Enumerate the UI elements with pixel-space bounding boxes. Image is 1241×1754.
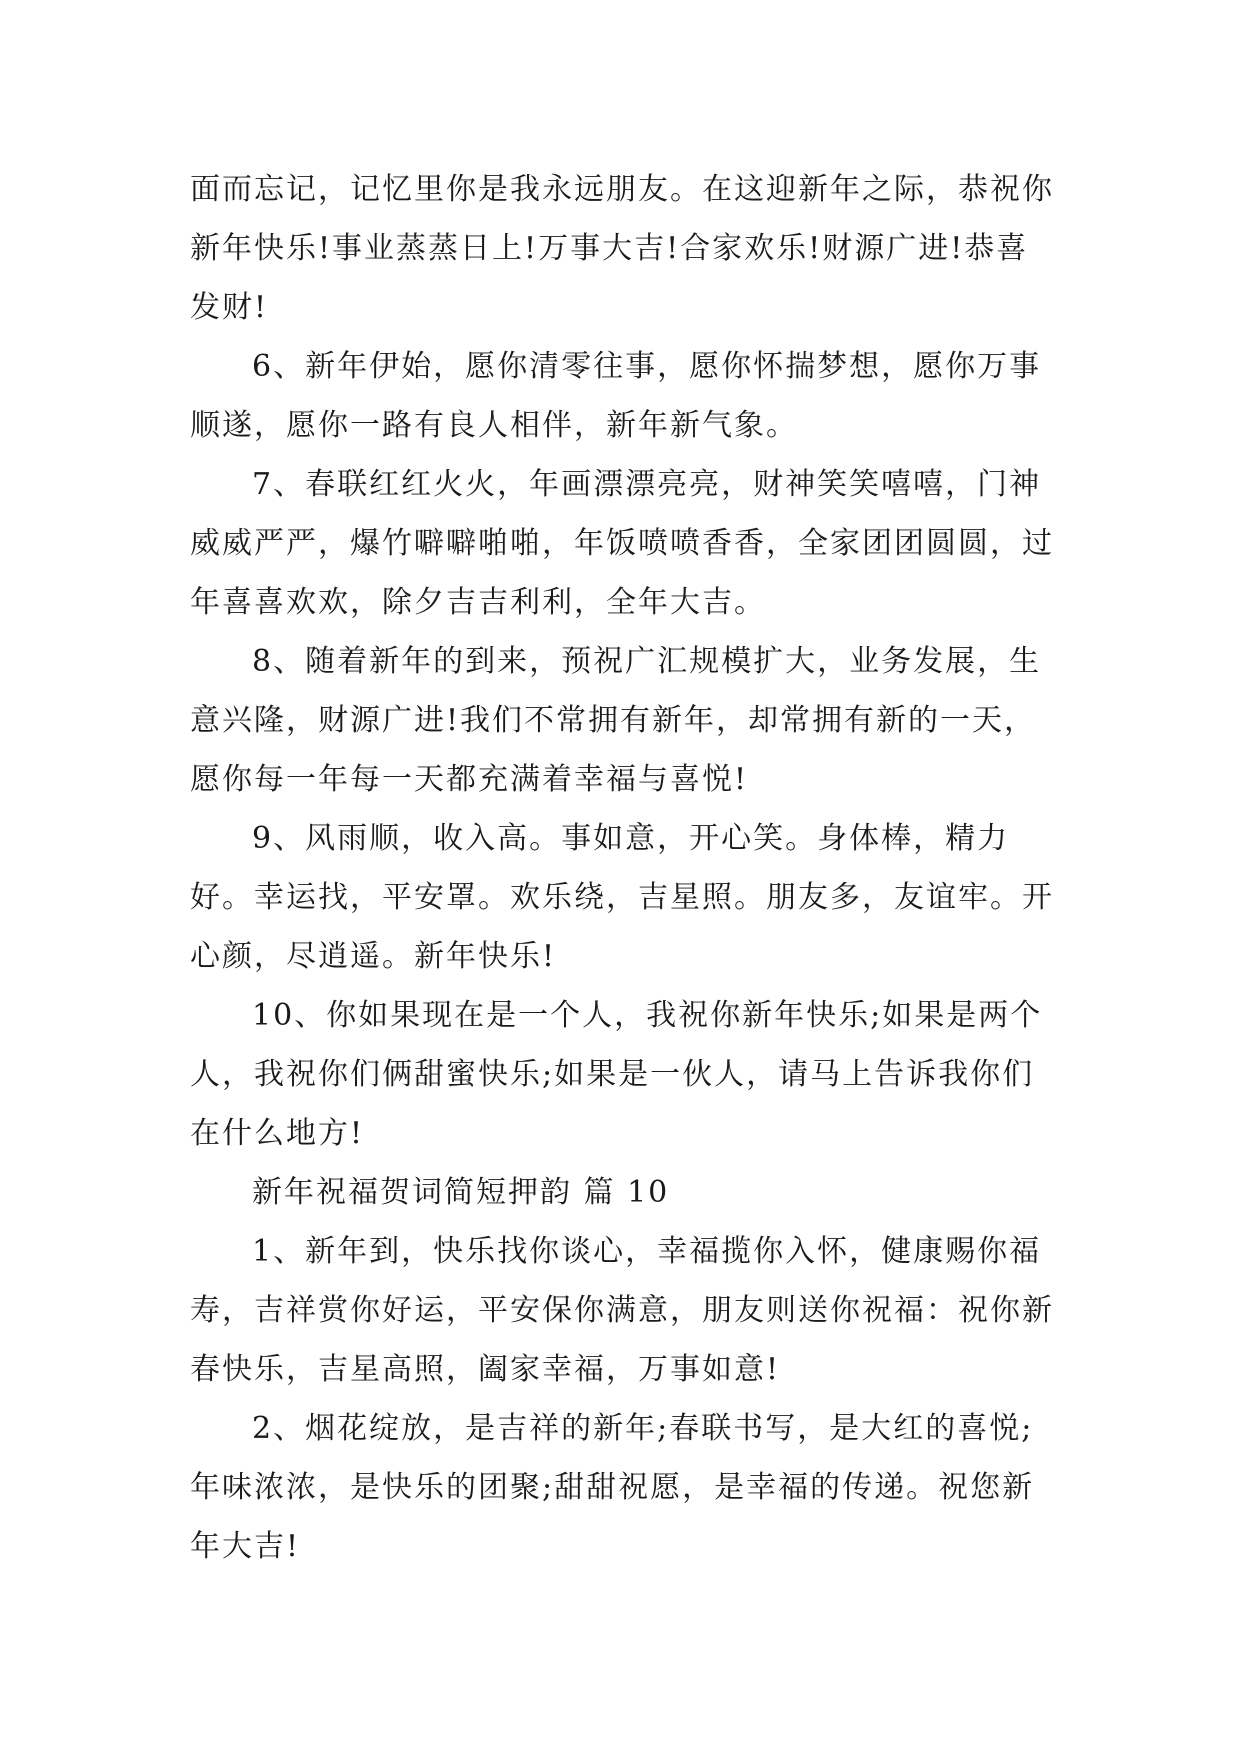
paragraph-item-8: 8、随着新年的到来，预祝广汇规模扩大，业务发展，生意兴隆，财源广进!我们不常拥有新年，却常拥有新的一天，愿你每一年每一天都充满着幸福与喜悦! <box>190 644 1042 797</box>
paragraph-continuation: 面而忘记，记忆里你是我永远朋友。在这迎新年之际，恭祝你新年快乐!事业蒸蒸日上!万事大吉!合家欢乐!财源广进!恭喜发财! <box>190 172 1054 325</box>
paragraph-item-7: 7、春联红红火火，年画漂漂亮亮，财神笑笑嘻嘻，门神威威严严，爆竹噼噼啪啪，年饭喷喷香香，全家团团圆圆，过年喜喜欢欢，除夕吉吉利利，全年大吉。 <box>190 467 1054 620</box>
document-body <box>190 160 1060 1576</box>
paragraph-item-10: 10、你如果现在是一个人，我祝你新年快乐;如果是两个人，我祝你们俩甜蜜快乐;如果是一伙人，请马上告诉我你们在什么地方! <box>190 998 1043 1151</box>
paragraph-item-6: 6、新年伊始，愿你清零往事，愿你怀揣梦想，愿你万事顺遂，愿你一路有良人相伴，新年新气象。 <box>190 349 1042 443</box>
section-paragraph-1: 1、新年到，快乐找你谈心，幸福揽你入怀，健康赐你福寿，吉祥赏你好运，平安保你满意，朋友则送你祝福：祝你新春快乐，吉星高照，阖家幸福，万事如意! <box>190 1234 1054 1387</box>
section-paragraph-2: 2、烟花绽放，是吉祥的新年;春联书写，是大红的喜悦;年味浓浓，是快乐的团聚;甜甜祝愿，是幸福的传递。祝您新年大吉! <box>190 1411 1035 1564</box>
paragraph-item-9: 9、风雨顺，收入高。事如意，开心笑。身体棒，精力好。幸运找，平安罩。欢乐绕，吉星照。朋友多，友谊牢。开心颜，尽逍遥。新年快乐! <box>190 821 1054 974</box>
section-heading: 新年祝福贺词简短押韵 篇 10 <box>252 1175 670 1210</box>
